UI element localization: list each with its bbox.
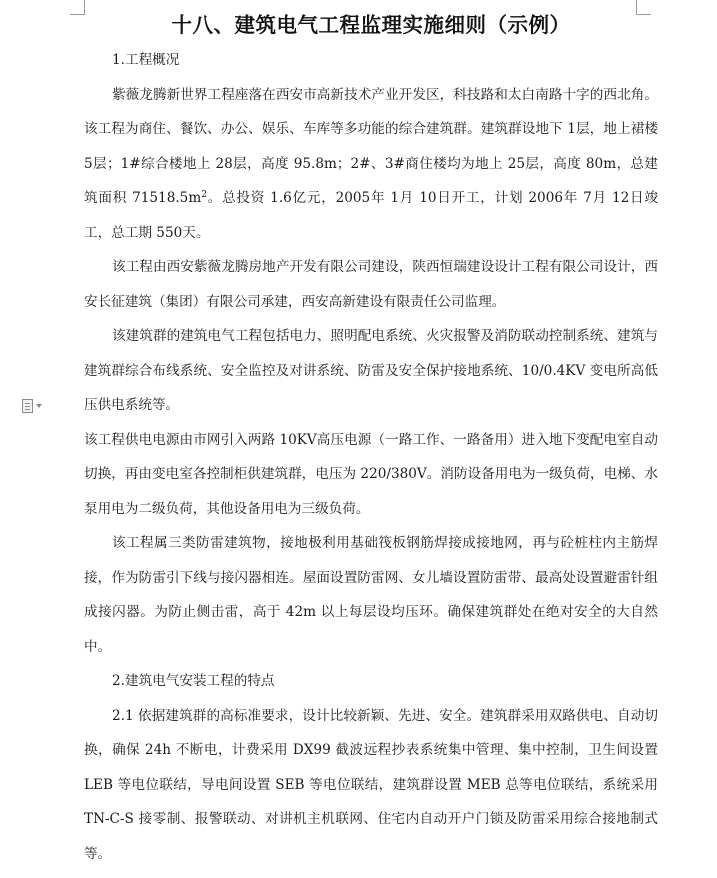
section-heading-2: 2.建筑电气安装工程的特点: [112, 673, 275, 689]
overview-text: 紫薇龙腾新世界工程座落在西安市高新技术产业开发区，科技路和太白南路十字的西北角。该工程为商住、餐饮、办公、娱乐、车库等多功能的综合建筑群。建筑群设地下 1层，地上裙楼 5层；1#综合楼地上 28层，高度 95.8m；2#、3#商住楼均为地上 25层，高度 80m，总建筑面积 71518.5m: [84, 86, 658, 206]
section-heading-1: 1.工程概况: [112, 52, 180, 68]
chevron-down-icon: [36, 404, 42, 408]
paragraph-lightning: 该工程属三类防雷建筑物，接地极利用基础筏板钢筋焊接成接地网，再与砼桩柱内主筋焊接，作为防雷引下线与接闪器相连。屋面设置防雷网、女儿墙设置防雷带、最高处设置避雷针组成接闪器。为防止侧击雷，高于 42m 以上每层设均压环。确保建筑群处在绝对安全的大自然中。: [84, 535, 658, 655]
area-unit-superscript: 2: [201, 190, 207, 200]
overview-text-cont: 。总投资 1.6亿元，2005年 1月 10日开工，计划 2006年 7月 12日竣工，总工期 550天。: [84, 190, 658, 241]
document-options-icon[interactable]: [22, 398, 52, 414]
document-title: 十八、建筑电气工程监理实施细则（示例）: [171, 13, 571, 37]
paragraph-power-supply: 该工程供电电源由市网引入两路 10KV高压电源（一路工作、一路备用）进入地下变配电室自动切换，再由变电室各控制柜供建筑群，电压为 220/380V。消防设备用电为一级负荷，电梯、水泵用电为二级负荷，其他设备用电为三级负荷。: [84, 431, 658, 517]
document-page: [84, 10, 658, 871]
paragraph-overview: [84, 78, 658, 251]
page-corner-mark-left: [70, 0, 85, 15]
paragraph-parties: 该工程由西安紫薇龙腾房地产开发有限公司建设，陕西恒瑞建设设计工程有限公司设计，西安长征建筑（集团）有限公司承建，西安高新建设有限责任公司监理。: [84, 259, 658, 310]
paragraph-scope: 该建筑群的建筑电气工程包括电力、照明配电系统、火灾报警及消防联动控制系统、建筑与建筑群综合布线系统、安全监控及对讲系统、防雷及安全保护接地系统、10/0.4KV 变电所高低压供电系统等。: [84, 328, 658, 413]
paragraph-features: 2.1 依据建筑群的高标准要求，设计比较新颖、先进、安全。建筑群采用双路供电、自动切换，确保 24h 不断电，计费采用 DX99 截波远程抄表系统集中管理、集中控制，卫生间设置 LEB 等电位联结，导电间设置 SEB 等电位联结，建筑群设置 MEB 总等电位联结，系统采用 TN-C-S 接零制、报警联动、对讲机主机联网、住宅内自动开户门锁及防雷采用综合接地制式等。: [84, 707, 658, 862]
document-icon: [22, 399, 33, 413]
